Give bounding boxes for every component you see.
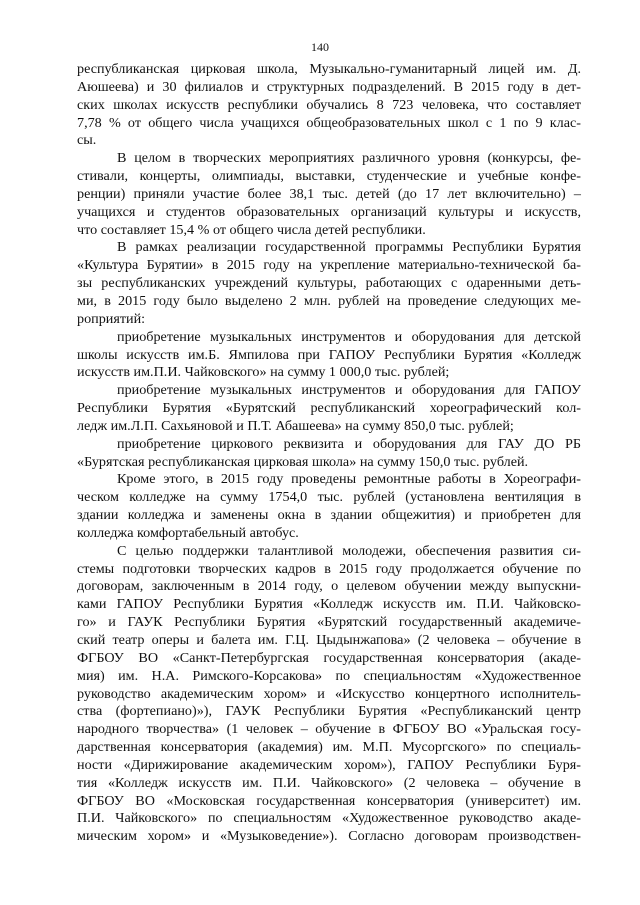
text-line: руководство академическим хором» и «Искусство концертного исполнитель- <box>77 685 581 702</box>
text-line: школы искусств им.Б. Ямпилова при ГАПОУ Республики Бурятия «Колледж <box>77 346 581 363</box>
text-line: искусств им.П.И. Чайковского» на сумму 1 000,0 тыс. рублей; <box>77 364 450 381</box>
text-line: «Культура Бурятии» в 2015 году на укрепление материально-технической ба- <box>77 257 581 274</box>
text-line: го» и ГАУК Республики Бурятия «Бурятский государственный академиче- <box>77 614 581 631</box>
text-line: Аюшеева) и 30 филиалов и структурных подразделений. В 2015 году в дет- <box>77 78 581 95</box>
text-line: мия) им. Н.А. Римского-Корсакова» по специальностям «Художественное <box>77 667 581 684</box>
text-line: «Бурятская республиканская цирковая школа» на сумму 150,0 тыс. рублей. <box>77 453 529 470</box>
text-line: ками ГАПОУ Республики Бурятия «Колледж искусств им. П.И. Чайковско- <box>77 596 581 613</box>
text-line: приобретение музыкальных инструментов и оборудования для детской <box>117 328 581 345</box>
text-line: республиканская цирковая школа, Музыкально-гуманитарный лицей им. Д. <box>77 61 581 77</box>
text-line: ренции) приняли участие более 38,1 тыс. детей (до 17 лет включительно) – <box>77 185 581 202</box>
text-line: приобретение циркового реквизита и оборудования для ГАУ ДО РБ <box>117 435 581 452</box>
text-line: стивали, концерты, олимпиады, выставки, студенческие и учебные конфе- <box>77 168 581 185</box>
text-line: сы. <box>77 132 97 149</box>
text-line: ских школах искусств республики обучались 8 723 человека, что составляет <box>77 96 581 113</box>
text-line: ФГБОУ ВО «Московская государственная консерватория (университет) им. <box>77 792 581 809</box>
text-line: тия «Колледж искусств им. П.И. Чайковского» (2 человека – обучение в <box>77 774 581 791</box>
text-line: роприятий: <box>77 310 146 327</box>
text-line: дарственная консерватория (академия) им. М.П. Мусоргского» по специаль- <box>77 739 581 756</box>
text-line: здании колледжа и заменены окна в здании общежития) и приобретен для <box>77 507 581 524</box>
text-line: С целью поддержки талантливой молодежи, обеспечения развития си- <box>117 542 581 559</box>
text-line: ства (фортепиано)»), ГАУК Республики Бурятия «Республиканский центр <box>77 703 581 720</box>
text-line: ФГБОУ ВО «Санкт-Петербургская государственная консерватория (акаде- <box>77 649 581 666</box>
text-line: договорам, заключенным в 2014 году, о целевом обучении между выпускни- <box>77 578 581 595</box>
text-line: учащихся и студентов образовательных организаций культуры и искусств, <box>77 203 581 220</box>
text-line: 7,78 % от общего числа учащихся общеобразовательных школ с 1 по 9 клас- <box>77 114 581 131</box>
text-line: народного творчества» (1 человек – обучение в ФГБОУ ВО «Уральская госу- <box>77 721 581 738</box>
text-line: что составляет 15,4 % от общего числа детей республики. <box>77 221 426 238</box>
text-line: Республики Бурятия «Бурятский республиканский хореографический кол- <box>77 400 581 417</box>
text-line: В целом в творческих мероприятиях различного уровня (конкурсы, фе- <box>117 150 581 167</box>
text-line: приобретение музыкальных инструментов и оборудования для ГАПОУ <box>117 382 581 399</box>
text-line: мическим хором» и «Музыковедение»). Согласно договорам производствен- <box>77 828 581 845</box>
text-line: колледжа комфортабельный автобус. <box>77 524 299 541</box>
text-line: ческом колледже на сумму 1754,0 тыс. рублей (установлена вентиляция в <box>77 489 581 506</box>
text-line: ский театр оперы и балета им. Г.Ц. Цыдынжапова» (2 человека – обучение в <box>77 632 581 648</box>
text-line: ледж им.Л.П. Сахьяновой и П.Т. Абашеева» на сумму 850,0 тыс. рублей; <box>77 417 514 434</box>
page-number: 140 <box>311 40 329 54</box>
text-line: В рамках реализации государственной программы Республики Бурятия <box>117 239 581 256</box>
text-line: П.И. Чайковского» по специальностям «Художественное руководство акаде- <box>77 810 581 827</box>
text-line: ности «Дирижирование академическим хором»), ГАПОУ Республики Буря- <box>77 756 581 773</box>
text-line: зы республиканских учреждений культуры, работающих с одаренными деть- <box>77 275 581 292</box>
text-line: Кроме этого, в 2015 году проведены ремонтные работы в Хореографи- <box>117 471 581 488</box>
body-text <box>77 61 581 846</box>
text-line: стемы подготовки творческих кадров в 2015 году продолжается обучение по <box>77 560 581 577</box>
text-line: ми, в 2015 году было выделено 2 млн. рублей на проведение следующих ме- <box>77 292 581 309</box>
